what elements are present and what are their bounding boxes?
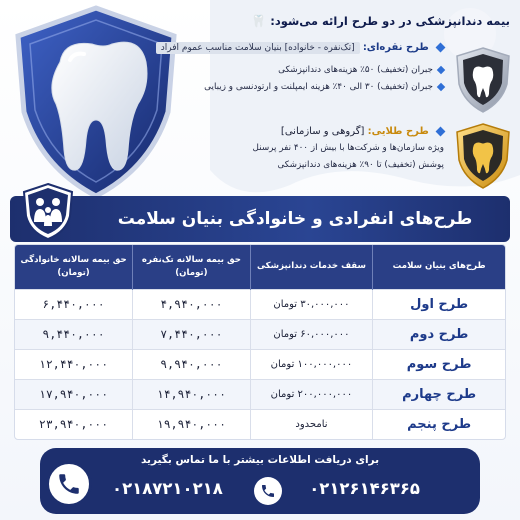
contact-prompt: برای دریافت اطلاعات بیشتر با ما تماس بگیرید bbox=[140, 454, 380, 466]
column-header: سقف خدمات دندانپزشکی bbox=[250, 245, 373, 289]
silver-plan-bullet bbox=[174, 62, 444, 79]
family-premium-cell: ۲۳,۹۴۰,۰۰۰ bbox=[15, 409, 133, 439]
family-premium-cell: ۱۷,۹۴۰,۰۰۰ bbox=[15, 379, 133, 409]
single-premium-cell: ۱۴,۹۴۰,۰۰۰ bbox=[133, 379, 251, 409]
phone-icon[interactable] bbox=[254, 477, 282, 505]
ceiling-cell: نامحدود bbox=[250, 409, 373, 439]
diamond-bullet-icon bbox=[437, 65, 445, 73]
bullet-text: جبران (تخفیف) ۳۰ الی ۴۰٪ هزینه ایمپلنت و ارتودنسی و زیبایی bbox=[204, 82, 433, 92]
phone-number-link[interactable]: ۰۲۱۲۶۱۴۶۳۶۵ bbox=[309, 479, 420, 498]
plan-name-cell: طرح اول bbox=[373, 289, 505, 319]
silver-plan-name: طرح نقره‌ای: bbox=[362, 42, 429, 53]
silver-plan-header bbox=[160, 40, 444, 56]
contact-footer bbox=[40, 448, 480, 514]
ceiling-cell: ۲۰۰,۰۰۰,۰۰۰ تومان bbox=[250, 379, 373, 409]
silver-plan-section bbox=[160, 40, 444, 96]
banner-title: طرح‌های انفرادی و خانوادگی بنیان سلامت bbox=[117, 209, 473, 229]
table-row bbox=[15, 349, 505, 379]
gold-plan-section bbox=[194, 124, 444, 174]
plan-name-cell: طرح چهارم bbox=[373, 379, 505, 409]
table-row bbox=[15, 409, 505, 439]
family-icon bbox=[20, 182, 76, 240]
gold-plan-description: [گروهی و سازمانی] bbox=[280, 126, 365, 137]
single-premium-cell: ۱۹,۹۴۰,۰۰۰ bbox=[133, 409, 251, 439]
table-row bbox=[15, 289, 505, 319]
column-header: طرح‌های بنیان سلامت bbox=[373, 245, 505, 289]
single-premium-cell: ۴,۹۴۰,۰۰۰ bbox=[133, 289, 251, 319]
silver-plan-bullets bbox=[174, 62, 444, 96]
bullet-text: جبران (تخفیف) ۵۰٪ هزینه‌های دندانپزشکی bbox=[278, 65, 433, 75]
column-header: حق بیمه سالانه تک‌نفره (تومان) bbox=[133, 245, 251, 289]
diamond-bullet-icon bbox=[436, 126, 446, 136]
diamond-bullet-icon bbox=[436, 42, 446, 52]
column-header: حق بیمه سالانه خانوادگی (تومان) bbox=[15, 245, 133, 289]
single-premium-cell: ۷,۴۴۰,۰۰۰ bbox=[133, 319, 251, 349]
phone-row bbox=[40, 475, 480, 509]
gold-plan-line: ویژه سازمان‌ها و شرکت‌ها با بیش از ۴۰۰ نفر پرسنل bbox=[252, 143, 444, 153]
phone-icon[interactable] bbox=[46, 461, 92, 507]
table-row bbox=[15, 319, 505, 349]
gold-plan-name: طرح طلایی: bbox=[367, 126, 429, 137]
gold-plan-line: پوشش (تخفیف) تا ۹۰٪ هزینه‌های دندانپزشکی bbox=[277, 160, 444, 170]
silver-plan-description: [تک‌نفره - خانواده] بنیان سلامت مناسب عموم افراد bbox=[156, 42, 360, 54]
gold-shield-tooth-icon bbox=[454, 122, 512, 190]
tooth-shield-illustration bbox=[0, 0, 190, 200]
silver-plan-bullet bbox=[174, 79, 444, 96]
gold-plan-header bbox=[194, 124, 444, 140]
ceiling-cell: ۱۰۰,۰۰۰,۰۰۰ تومان bbox=[250, 349, 373, 379]
single-premium-cell: ۹,۹۴۰,۰۰۰ bbox=[133, 349, 251, 379]
insurance-title bbox=[180, 14, 510, 28]
family-premium-cell: ۱۲,۴۴۰,۰۰۰ bbox=[15, 349, 133, 379]
family-premium-cell: ۹,۴۴۰,۰۰۰ bbox=[15, 319, 133, 349]
plans-table bbox=[14, 244, 506, 440]
ceiling-cell: ۳۰,۰۰۰,۰۰۰ تومان bbox=[250, 289, 373, 319]
ceiling-cell: ۶۰,۰۰۰,۰۰۰ تومان bbox=[250, 319, 373, 349]
plan-name-cell: طرح پنجم bbox=[373, 409, 505, 439]
silver-shield-tooth-icon bbox=[454, 46, 512, 114]
phone-number-link[interactable]: ۰۲۱۸۷۲۱۰۲۱۸ bbox=[112, 479, 223, 498]
family-premium-cell: ۶,۴۴۰,۰۰۰ bbox=[15, 289, 133, 319]
table-row bbox=[15, 379, 505, 409]
tooth-icon: 🦷 bbox=[251, 14, 267, 28]
plan-name-cell: طرح سوم bbox=[373, 349, 505, 379]
plans-table-grid bbox=[15, 245, 505, 439]
plans-banner bbox=[10, 196, 510, 242]
header-title: بیمه دندانپزشکی در دو طرح ارائه می‌شود: bbox=[270, 14, 510, 28]
plan-name-cell: طرح دوم bbox=[373, 319, 505, 349]
table-header-row bbox=[15, 245, 505, 289]
diamond-bullet-icon bbox=[437, 82, 445, 90]
